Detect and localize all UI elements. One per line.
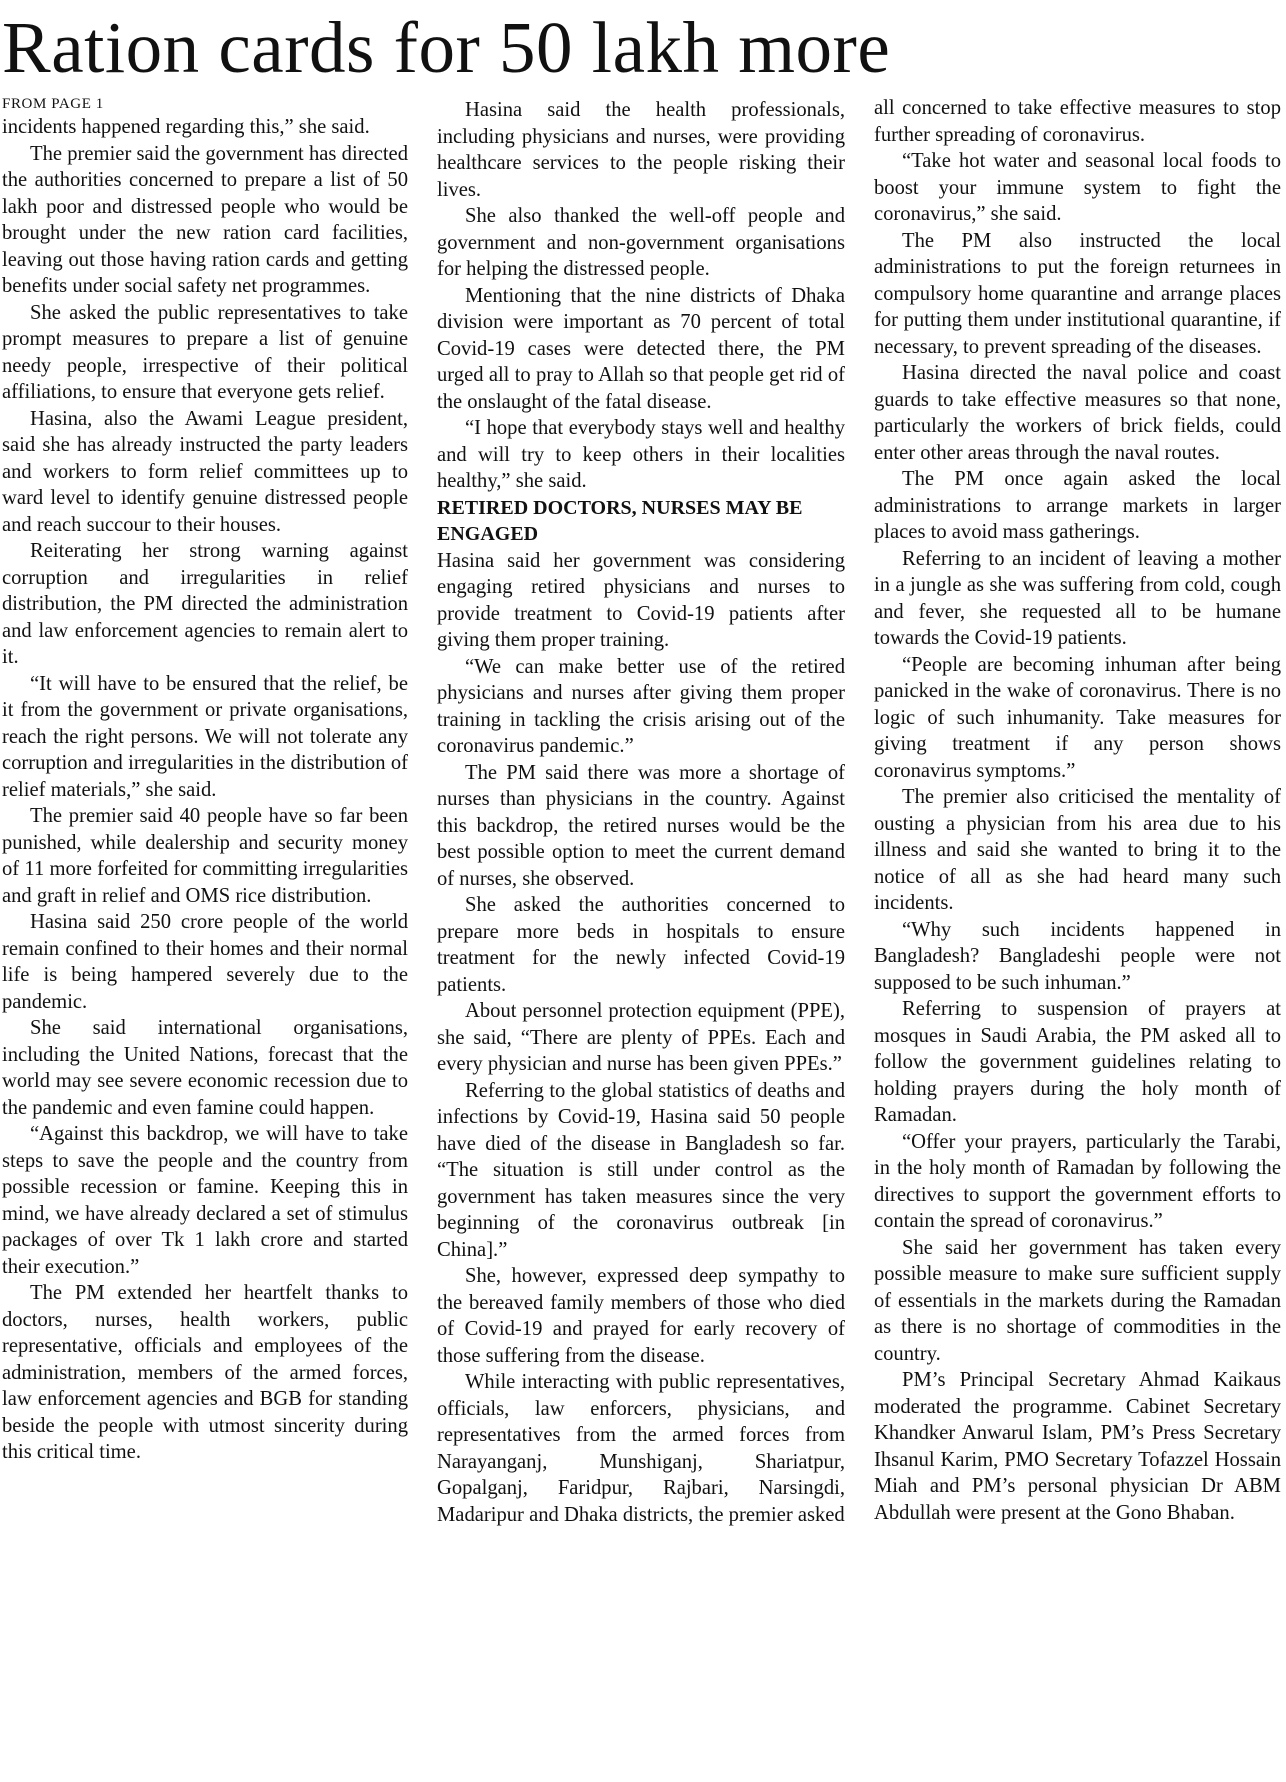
continuation-kicker: FROM PAGE 1	[2, 96, 104, 112]
paragraph: The PM extended her heartfelt thanks to doctors, nurses, health workers, public representative, officials and employees of the administration, members of the armed forces, law enforcement agencies and BGB for standing beside the people with utmost sincerity during this critical time.	[2, 1282, 408, 1463]
paragraph: The premier said the government has directed the authorities concerned to prepare a list of 50 lakh poor and distressed people who would be brought under the new ration card facilities, leaving out those having ration cards and getting benefits under social safety net programmes.	[2, 142, 408, 297]
paragraph: Referring to the global statistics of deaths and infections by Covid-19, Hasina said 50 people have died of the disease in Bangladesh so far. “The situation is still under control as the government has taken measures since the very beginning of the coronavirus outbreak [in China].”	[437, 1079, 845, 1261]
paragraph: The premier said 40 people have so far been punished, while dealership and security money of 11 more forfeited for committing irregularities and graft in relief and OMS rice distribution.	[2, 805, 408, 907]
paragraph: Mentioning that the nine districts of Dhaka division were important as 70 percent of total Covid-19 cases were detected there, the PM urged all to pray to Allah so that people get rid of the onslaught of the fatal disease.	[437, 284, 845, 413]
paragraph: “Take hot water and seasonal local foods to boost your immune system to fight the coronavirus,” she said.	[874, 150, 1281, 225]
paragraph: The premier also criticised the mentality of ousting a physician from his area due to his illness and said she wanted to bring it to the notice of all as she had heard many such incidents.	[874, 786, 1281, 914]
paragraph: She, however, expressed deep sympathy to the bereaved family members of those who died of Covid-19 and prayed for early recovery of those suffering from the disease.	[437, 1265, 845, 1367]
paragraph: She asked the public representatives to take prompt measures to prepare a list of genuine needy people, irrespective of their political affiliations, to ensure that everyone gets relief.	[2, 301, 408, 403]
paragraph: She also thanked the well-off people and government and non-government organisations for helping the distressed people.	[437, 205, 845, 280]
paragraph: Reiterating her strong warning against corruption and irregularities in relief distribution, the PM directed the administration and law enforcement agencies to remain alert to it.	[2, 540, 408, 668]
section-subhead: RETIRED DOCTORS, NURSES MAY BE ENGAGED	[437, 496, 803, 545]
paragraph: “I hope that everybody stays well and healthy and will try to keep others in their localities healthy,” she said.	[437, 417, 845, 492]
paragraph: Hasina said 250 crore people of the world remain confined to their homes and their normal life is being hampered severely due to the pandemic.	[2, 911, 408, 1013]
paragraph: Hasina directed the naval police and coast guards to take effective measures so that none, particularly the workers of brick fields, could enter other areas through the naval routes.	[874, 362, 1281, 464]
paragraph: The PM also instructed the local administrations to put the foreign returnees in compulsory home quarantine and arrange places for putting them under institutional quarantine, if necessary, to prevent spreading of the diseases.	[874, 229, 1281, 358]
article-column-3	[874, 95, 1281, 1526]
paragraph: “We can make better use of the retired physicians and nurses after giving them proper training in tackling the crisis arising out of the coronavirus pandemic.”	[437, 655, 845, 757]
paragraph: incidents happened regarding this,” she said.	[2, 116, 370, 138]
article-column-2	[437, 97, 845, 1528]
paragraph: Referring to an incident of leaving a mother in a jungle as she was suffering from cold, cough and fever, she requested all to be humane towards the Covid-19 patients.	[874, 547, 1281, 649]
paragraph: The PM once again asked the local administrations to arrange markets in larger places to avoid mass gatherings.	[874, 468, 1281, 543]
paragraph: Hasina, also the Awami League president, said she has already instructed the party leaders and workers to form relief committees up to ward level to identify genuine distressed people and reach succour to their houses.	[2, 407, 408, 536]
paragraph: “People are becoming inhuman after being panicked in the wake of coronavirus. There is no logic of such inhumanity. Take measures for giving treatment if any person shows coronavirus symptoms.”	[874, 653, 1281, 782]
headline: Ration cards for 50 lakh more	[2, 7, 891, 88]
paragraph: Referring to suspension of prayers at mosques in Saudi Arabia, the PM asked all to follow the government guidelines relating to holding prayers during the holy month of Ramadan.	[874, 998, 1281, 1126]
paragraph: Hasina said the health professionals, including physicians and nurses, were providing healthcare services to the people risking their lives.	[437, 99, 845, 201]
paragraph: She said her government has taken every possible measure to make sure sufficient supply of essentials in the markets during the Ramadan as there is no shortage of commodities in the country.	[874, 1236, 1281, 1365]
paragraph: She said international organisations, including the United Nations, forecast that the world may see severe economic recession due to the pandemic and even famine could happen.	[2, 1017, 408, 1119]
paragraph: “Offer your prayers, particularly the Tarabi, in the holy month of Ramadan by following the directives to support the government efforts to contain the spread of coronavirus.”	[874, 1130, 1281, 1232]
paragraph: “Against this backdrop, we will have to take steps to save the people and the country from possible recession or famine. Keeping this in mind, we have already declared a set of stimulus packages of over Tk 1 lakh crore and started their execution.”	[2, 1123, 408, 1278]
paragraph: all concerned to take effective measures to stop further spreading of coronavirus.	[874, 97, 1281, 146]
paragraph: The PM said there was more a shortage of nurses than physicians in the country. Against this backdrop, the retired nurses would be the best possible option to meet the current demand of nurses, she observed.	[437, 761, 845, 890]
paragraph: While interacting with public representatives, officials, law enforcers, physicians, and representatives from the armed forces from Narayanganj, Munshiganj, Shariatpur, Gopalganj, Faridpur, Rajbari, Narsingdi, Madaripur and Dhaka districts, the premier asked	[437, 1371, 845, 1526]
paragraph: About personnel protection equipment (PPE), she said, “There are plenty of PPEs. Each and every physician and nurse has been given PPEs.”	[437, 1000, 845, 1075]
paragraph: “It will have to be ensured that the relief, be it from the government or private organisations, reach the right persons. We will not tolerate any corruption and irregularities in the distribution of relief materials,” she said.	[2, 672, 408, 801]
paragraph: PM’s Principal Secretary Ahmad Kaikaus moderated the programme. Cabinet Secretary Khandker Anwarul Islam, PM’s Press Secretary Ihsanul Karim, PMO Secretary Tofazzel Hossain Miah and PM’s personal physician Dr ABM Abdullah were present at the Gono Bhaban.	[874, 1369, 1281, 1524]
paragraph: Hasina said her government was considering engaging retired physicians and nurses to provide treatment to Covid-19 patients after giving them proper training.	[437, 549, 845, 651]
paragraph: She asked the authorities concerned to prepare more beds in hospitals to ensure treatment for the newly infected Covid-19 patients.	[437, 894, 845, 996]
article-column-1	[2, 95, 408, 1466]
paragraph: “Why such incidents happened in Bangladesh? Bangladeshi people were not supposed to be such inhuman.”	[874, 918, 1281, 994]
